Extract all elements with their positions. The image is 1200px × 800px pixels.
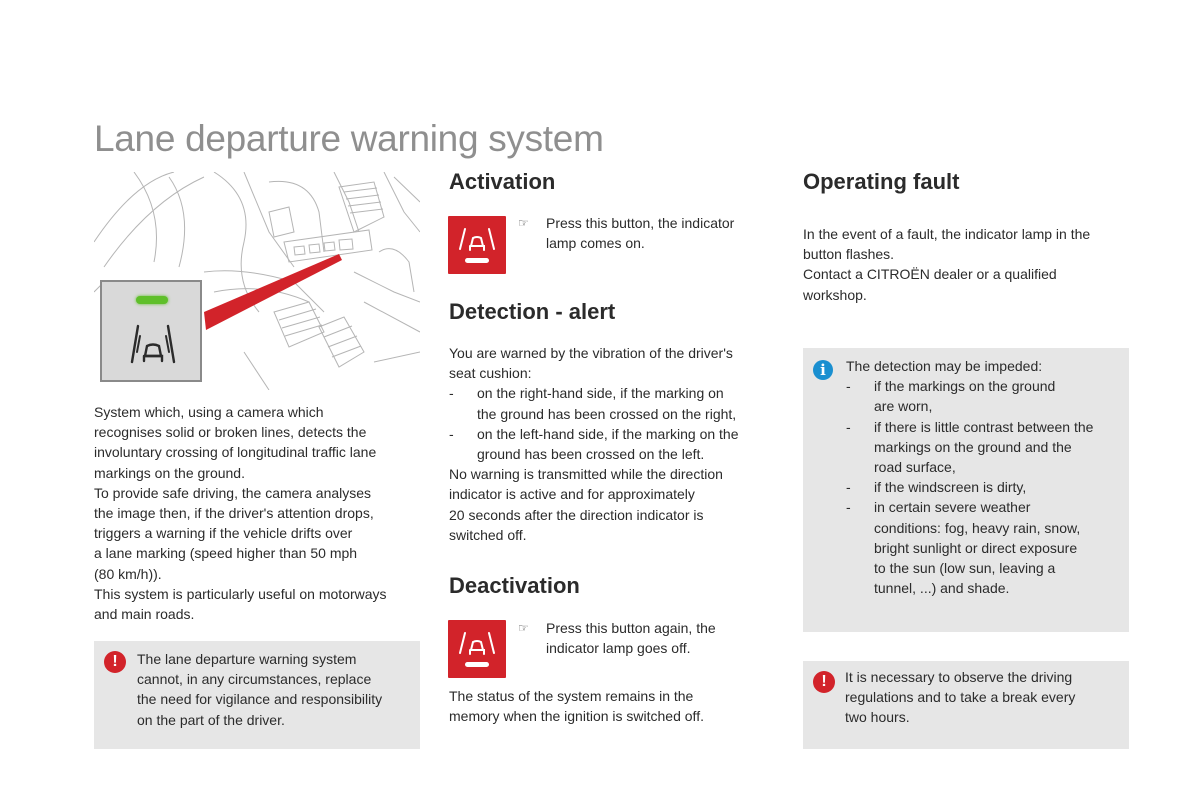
magnified-lane-button — [100, 280, 202, 382]
text-line: Press this button, the indicator — [546, 215, 735, 231]
text-line: two hours. — [845, 709, 910, 726]
text-line: The lane departure warning system — [137, 651, 357, 667]
text-line: tunnel, ...) and shade. — [874, 580, 1010, 597]
list-item — [846, 417, 1093, 478]
bullet-dash: - — [846, 499, 851, 516]
page-title: Lane departure warning system — [94, 118, 604, 159]
text-line: System which, using a camera which — [94, 404, 324, 420]
lane-button-icon — [448, 620, 506, 678]
text-line: and main roads. — [94, 606, 195, 623]
text-line: Contact a CITROËN dealer or a qualified — [803, 266, 1057, 283]
text-line: are worn, — [874, 398, 933, 415]
text-line: a lane marking (speed higher than 50 mph — [94, 545, 358, 562]
bullet-dash: - — [846, 378, 851, 395]
pointing-finger-icon: ☞ — [518, 621, 529, 635]
warning-box-left — [94, 641, 420, 749]
info-box — [803, 348, 1129, 632]
text-line: to the sun (low sun, leaving a — [874, 560, 1056, 577]
text-line: the image then, if the driver's attention drops, — [94, 505, 374, 522]
text-line: You are warned by the vibration of the driver's — [449, 345, 733, 361]
text-line: This system is particularly useful on motorways — [94, 585, 387, 602]
text-line: if there is little contrast between the — [874, 418, 1094, 435]
dashboard-illustration — [94, 172, 420, 390]
lane-button-icon — [448, 216, 506, 274]
operating-fault-heading: Operating fault — [803, 169, 960, 194]
exclamation-icon: ! — [813, 671, 835, 693]
list-item — [449, 424, 739, 464]
text-line: in certain severe weather — [874, 499, 1031, 516]
text-line: switched off. — [449, 526, 527, 543]
text-line: The detection may be impeded: — [846, 358, 1043, 374]
text-line: button flashes. — [803, 246, 895, 263]
text-line: markings on the ground. — [94, 464, 245, 481]
deactivation-heading: Deactivation — [449, 573, 580, 598]
detection-text — [449, 343, 739, 545]
bullet-dash: - — [846, 479, 851, 496]
text-line: ground has been crossed on the left. — [477, 446, 705, 463]
text-line: on the part of the driver. — [137, 711, 285, 728]
list-item — [449, 383, 739, 423]
text-line: on the right-hand side, if the marking on — [477, 385, 724, 402]
text-line: lamp comes on. — [546, 235, 645, 252]
text-line: involuntary crossing of longitudinal traffic lane — [94, 444, 377, 461]
text-line: cannot, in any circumstances, replace — [137, 671, 372, 688]
list-item — [846, 376, 1093, 416]
list-item — [846, 497, 1093, 598]
text-line: regulations and to take a break every — [845, 689, 1076, 706]
text-line: No warning is transmitted while the direction — [449, 466, 723, 483]
text-line: indicator is active and for approximately — [449, 486, 695, 503]
text-line: if the windscreen is dirty, — [874, 479, 1027, 496]
activation-heading: Activation — [449, 169, 556, 194]
text-line: if the markings on the ground — [874, 378, 1056, 395]
text-line: recognises solid or broken lines, detects the — [94, 424, 367, 441]
text-line: the ground has been crossed on the right, — [477, 405, 737, 422]
intro-text — [94, 402, 387, 624]
pointing-finger-icon: ☞ — [518, 216, 529, 230]
bullet-dash: - — [449, 425, 454, 442]
text-line: memory when the ignition is switched off. — [449, 708, 704, 725]
text-line: on the left-hand side, if the marking on the — [477, 425, 739, 442]
text-line: (80 km/h)). — [94, 565, 162, 582]
text-line: conditions: fog, heavy rain, snow, — [874, 519, 1081, 536]
text-line: In the event of a fault, the indicator lamp in the — [803, 226, 1091, 242]
lane-car-icon — [128, 322, 178, 366]
text-line: the need for vigilance and responsibility — [137, 691, 383, 708]
bullet-dash: - — [449, 385, 454, 402]
text-line: To provide safe driving, the camera analyses — [94, 484, 372, 501]
info-icon: i — [813, 360, 833, 380]
text-line: workshop. — [803, 286, 867, 303]
indicator-lamp — [136, 296, 168, 304]
text-line: triggers a warning if the vehicle drifts over — [94, 525, 353, 542]
list-item — [846, 477, 1093, 497]
text-line: bright sunlight or direct exposure — [874, 539, 1078, 556]
text-line: Press this button again, the — [546, 620, 716, 636]
exclamation-icon: ! — [104, 651, 126, 673]
text-line: 20 seconds after the direction indicator is — [449, 506, 704, 523]
warning-box-right — [803, 661, 1129, 749]
text-line: markings on the ground and the — [874, 438, 1072, 455]
text-line: It is necessary to observe the driving — [845, 669, 1073, 685]
text-line: The status of the system remains in the — [449, 688, 694, 704]
detection-heading: Detection - alert — [449, 299, 616, 324]
text-line: road surface, — [874, 459, 956, 476]
text-line: indicator lamp goes off. — [546, 640, 691, 657]
bullet-dash: - — [846, 418, 851, 435]
text-line: seat cushion: — [449, 365, 532, 382]
